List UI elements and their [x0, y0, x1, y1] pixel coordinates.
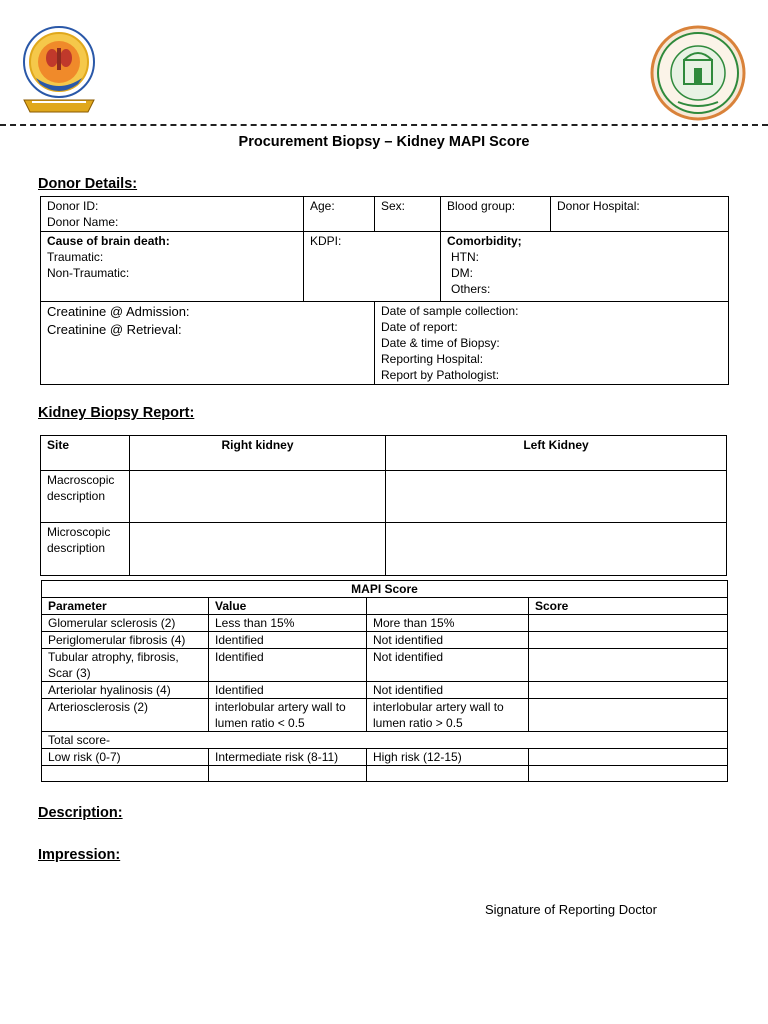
mapi-score-cell[interactable]: [529, 699, 728, 732]
telangana-seal: [648, 24, 748, 122]
traumatic-label: Traumatic:: [47, 250, 104, 264]
table-row: [42, 632, 728, 649]
microscopic-label: Microscopic description: [41, 523, 130, 576]
left-kidney-header: Left Kidney: [386, 436, 727, 471]
creatinine-admission-label: Creatinine @ Admission:: [47, 304, 190, 319]
donor-hospital-label: Donor Hospital:: [557, 199, 640, 213]
kidney-biopsy-table: [40, 435, 727, 576]
low-risk-label: Low risk (0-7): [42, 749, 209, 766]
empty-cell[interactable]: [367, 766, 529, 782]
mapi-score-cell[interactable]: [529, 649, 728, 682]
mapi-value-2: More than 15%: [367, 615, 529, 632]
total-score-cell[interactable]: Total score-: [42, 732, 728, 749]
comorbidity-cell[interactable]: [441, 232, 729, 302]
right-kidney-header: Right kidney: [130, 436, 386, 471]
table-row: [42, 682, 728, 699]
intermediate-risk-label: Intermediate risk (8-11): [209, 749, 367, 766]
description-heading: Description:: [38, 805, 123, 821]
mapi-title: MAPI Score: [42, 581, 728, 598]
macroscopic-left-cell[interactable]: [386, 471, 727, 523]
donor-id-label: Donor ID:: [47, 199, 99, 213]
risk-row: [42, 749, 728, 766]
jeevandan-logo: [18, 22, 100, 118]
age-cell[interactable]: [304, 197, 375, 232]
mapi-value-1: Identified: [209, 682, 367, 699]
mapi-header-parameter: Parameter: [42, 598, 209, 615]
mapi-parameter: Arteriosclerosis (2): [42, 699, 209, 732]
mapi-value-1: Identified: [209, 632, 367, 649]
creatinine-cell[interactable]: [41, 302, 375, 385]
kdpi-label: KDPI:: [310, 234, 342, 248]
donor-hospital-cell[interactable]: [551, 197, 729, 232]
mapi-value-2: Not identified: [367, 682, 529, 699]
kdpi-cell[interactable]: [304, 232, 441, 302]
high-risk-label: High risk (12-15): [367, 749, 529, 766]
mapi-score-cell[interactable]: [529, 615, 728, 632]
date-sample-label: Date of sample collection:: [381, 304, 519, 318]
signature-label: Signature of Reporting Doctor: [485, 902, 657, 917]
cause-of-death-cell[interactable]: [41, 232, 304, 302]
donor-details-table: [40, 196, 729, 385]
mapi-parameter: Arteriolar hyalinosis (4): [42, 682, 209, 699]
non-traumatic-label: Non-Traumatic:: [47, 266, 130, 280]
header-divider: [0, 124, 768, 126]
mapi-score-cell[interactable]: [529, 632, 728, 649]
mapi-value-2: interlobular artery wall to lumen ratio > 0.5: [367, 699, 529, 732]
mapi-value-1: Less than 15%: [209, 615, 367, 632]
impression-heading: Impression:: [38, 847, 121, 863]
mapi-score-table: [41, 580, 728, 782]
donor-details-heading: Donor Details:: [38, 176, 138, 192]
date-time-biopsy-label: Date & time of Biopsy:: [381, 336, 500, 350]
document-title: Procurement Biopsy – Kidney MAPI Score: [238, 134, 530, 150]
table-row: [42, 615, 728, 632]
comorbidity-label: Comorbidity;: [447, 234, 522, 248]
dm-label: DM:: [451, 266, 474, 280]
creatinine-retrieval-label: Creatinine @ Retrieval:: [47, 322, 182, 337]
mapi-parameter: Glomerular sclerosis (2): [42, 615, 209, 632]
donor-id-cell[interactable]: [41, 197, 304, 232]
htn-label: HTN:: [451, 250, 480, 264]
age-label: Age:: [310, 199, 335, 213]
donor-name-label: Donor Name:: [47, 215, 119, 229]
blood-group-label: Blood group:: [447, 199, 516, 213]
macroscopic-label: Macroscopic description: [41, 471, 130, 523]
mapi-header-value: Value: [209, 598, 367, 615]
microscopic-right-cell[interactable]: [130, 523, 386, 576]
mapi-header-score: Score: [529, 598, 728, 615]
mapi-score-cell[interactable]: [529, 682, 728, 699]
cause-of-death-label: Cause of brain death:: [47, 234, 170, 248]
table-row: [42, 649, 728, 682]
empty-cell[interactable]: [42, 766, 209, 782]
microscopic-left-cell[interactable]: [386, 523, 727, 576]
mapi-header-blank: [367, 598, 529, 615]
blood-group-cell[interactable]: [441, 197, 551, 232]
mapi-value-2: Not identified: [367, 632, 529, 649]
macroscopic-right-cell[interactable]: [130, 471, 386, 523]
others-label: Others:: [451, 282, 491, 296]
mapi-parameter: Periglomerular fibrosis (4): [42, 632, 209, 649]
empty-cell[interactable]: [529, 766, 728, 782]
sex-cell[interactable]: [375, 197, 441, 232]
reporting-hospital-label: Reporting Hospital:: [381, 352, 484, 366]
mapi-value-2: Not identified: [367, 649, 529, 682]
mapi-value-1: Identified: [209, 649, 367, 682]
sample-details-cell[interactable]: [375, 302, 729, 385]
kidney-biopsy-heading: Kidney Biopsy Report:: [38, 405, 195, 421]
mapi-parameter: Tubular atrophy, fibrosis, Scar (3): [42, 649, 209, 682]
report-by-pathologist-label: Report by Pathologist:: [381, 368, 500, 382]
sex-label: Sex:: [381, 199, 406, 213]
site-header: Site: [41, 436, 130, 471]
mapi-value-1: interlobular artery wall to lumen ratio < 0.5: [209, 699, 367, 732]
empty-cell[interactable]: [209, 766, 367, 782]
date-report-label: Date of report:: [381, 320, 458, 334]
table-row: [42, 699, 728, 732]
risk-score-cell[interactable]: [529, 749, 728, 766]
